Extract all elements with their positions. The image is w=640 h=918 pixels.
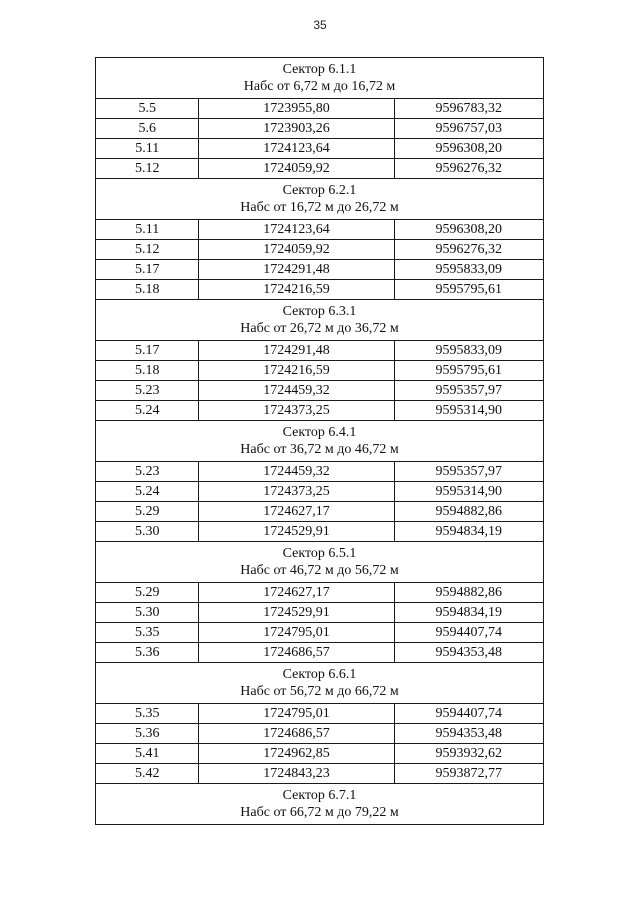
y-coordinate-cell: 9595795,61 [394, 280, 543, 300]
x-coordinate-cell: 1724686,57 [199, 724, 394, 744]
point-number-cell: 5.11 [96, 220, 199, 240]
sector-height-range: Набс от 46,72 м до 56,72 м [240, 563, 399, 578]
table-row [96, 482, 544, 502]
sector-header-cell [96, 300, 544, 341]
table-row [96, 381, 544, 401]
point-number-cell: 5.23 [96, 381, 199, 401]
table-row [96, 583, 544, 603]
y-coordinate-cell: 9594834,19 [394, 603, 543, 623]
point-number-cell: 5.18 [96, 280, 199, 300]
y-coordinate-cell: 9596276,32 [394, 240, 543, 260]
table-row [96, 401, 544, 421]
y-coordinate-cell: 9595833,09 [394, 341, 543, 361]
sector-header-row [96, 542, 544, 583]
point-number-cell: 5.42 [96, 764, 199, 784]
sector-title: Сектор 6.4.1 [282, 425, 357, 440]
sector-height-range: Набс от 56,72 м до 66,72 м [240, 684, 399, 699]
y-coordinate-cell: 9595795,61 [394, 361, 543, 381]
y-coordinate-cell: 9594407,74 [394, 704, 543, 724]
sector-header-row [96, 58, 544, 99]
y-coordinate-cell: 9595357,97 [394, 381, 543, 401]
point-number-cell: 5.17 [96, 341, 199, 361]
point-number-cell: 5.36 [96, 643, 199, 663]
x-coordinate-cell: 1724627,17 [199, 502, 394, 522]
x-coordinate-cell: 1724459,32 [199, 462, 394, 482]
y-coordinate-cell: 9596757,03 [394, 119, 543, 139]
point-number-cell: 5.41 [96, 744, 199, 764]
sector-header-row [96, 300, 544, 341]
x-coordinate-cell: 1724216,59 [199, 361, 394, 381]
table-row [96, 159, 544, 179]
x-coordinate-cell: 1724962,85 [199, 744, 394, 764]
y-coordinate-cell: 9594882,86 [394, 502, 543, 522]
y-coordinate-cell: 9596276,32 [394, 159, 543, 179]
sector-title: Сектор 6.2.1 [282, 183, 357, 198]
x-coordinate-cell: 1724373,25 [199, 482, 394, 502]
table-row [96, 220, 544, 240]
point-number-cell: 5.30 [96, 603, 199, 623]
sector-header-row [96, 663, 544, 704]
x-coordinate-cell: 1724123,64 [199, 139, 394, 159]
sector-header-cell [96, 421, 544, 462]
table-row [96, 139, 544, 159]
point-number-cell: 5.6 [96, 119, 199, 139]
x-coordinate-cell: 1724529,91 [199, 603, 394, 623]
y-coordinate-cell: 9596783,32 [394, 99, 543, 119]
table-row [96, 724, 544, 744]
table-row [96, 744, 544, 764]
table-row [96, 240, 544, 260]
point-number-cell: 5.12 [96, 159, 199, 179]
sector-height-range: Набс от 26,72 м до 36,72 м [240, 321, 399, 336]
y-coordinate-cell: 9595833,09 [394, 260, 543, 280]
sector-title: Сектор 6.6.1 [282, 667, 357, 682]
point-number-cell: 5.23 [96, 462, 199, 482]
table-row [96, 119, 544, 139]
y-coordinate-cell: 9595357,97 [394, 462, 543, 482]
table-row [96, 502, 544, 522]
x-coordinate-cell: 1724291,48 [199, 341, 394, 361]
x-coordinate-cell: 1723955,80 [199, 99, 394, 119]
table-row [96, 260, 544, 280]
sector-title: Сектор 6.5.1 [282, 546, 357, 561]
table-row [96, 341, 544, 361]
sector-height-range: Набс от 16,72 м до 26,72 м [240, 200, 399, 215]
sector-header-row [96, 784, 544, 825]
sector-header-row [96, 179, 544, 220]
table-row [96, 764, 544, 784]
x-coordinate-cell: 1724843,23 [199, 764, 394, 784]
x-coordinate-cell: 1724059,92 [199, 240, 394, 260]
table-row [96, 361, 544, 381]
point-number-cell: 5.29 [96, 502, 199, 522]
point-number-cell: 5.24 [96, 482, 199, 502]
sector-height-range: Набс от 66,72 м до 79,22 м [240, 805, 399, 820]
point-number-cell: 5.30 [96, 522, 199, 542]
point-number-cell: 5.5 [96, 99, 199, 119]
point-number-cell: 5.36 [96, 724, 199, 744]
point-number-cell: 5.24 [96, 401, 199, 421]
x-coordinate-cell: 1724529,91 [199, 522, 394, 542]
x-coordinate-cell: 1724795,01 [199, 623, 394, 643]
point-number-cell: 5.17 [96, 260, 199, 280]
y-coordinate-cell: 9594834,19 [394, 522, 543, 542]
x-coordinate-cell: 1724627,17 [199, 583, 394, 603]
y-coordinate-cell: 9594882,86 [394, 583, 543, 603]
coordinates-table-body [96, 58, 544, 825]
table-row [96, 643, 544, 663]
table-row [96, 704, 544, 724]
sector-title: Сектор 6.3.1 [282, 304, 357, 319]
x-coordinate-cell: 1724291,48 [199, 260, 394, 280]
table-row [96, 280, 544, 300]
y-coordinate-cell: 9596308,20 [394, 220, 543, 240]
x-coordinate-cell: 1724216,59 [199, 280, 394, 300]
y-coordinate-cell: 9596308,20 [394, 139, 543, 159]
point-number-cell: 5.35 [96, 704, 199, 724]
y-coordinate-cell: 9593932,62 [394, 744, 543, 764]
sector-height-range: Набс от 36,72 м до 46,72 м [240, 442, 399, 457]
y-coordinate-cell: 9594353,48 [394, 724, 543, 744]
sector-title: Сектор 6.1.1 [282, 62, 357, 77]
table-row [96, 522, 544, 542]
sector-header-cell [96, 179, 544, 220]
sector-header-cell [96, 784, 544, 825]
x-coordinate-cell: 1724459,32 [199, 381, 394, 401]
sector-header-cell [96, 663, 544, 704]
x-coordinate-cell: 1724686,57 [199, 643, 394, 663]
y-coordinate-cell: 9594407,74 [394, 623, 543, 643]
x-coordinate-cell: 1724373,25 [199, 401, 394, 421]
x-coordinate-cell: 1723903,26 [199, 119, 394, 139]
y-coordinate-cell: 9594353,48 [394, 643, 543, 663]
sector-header-cell [96, 542, 544, 583]
x-coordinate-cell: 1724123,64 [199, 220, 394, 240]
sector-header-row [96, 421, 544, 462]
sector-header-cell [96, 58, 544, 99]
table-row [96, 99, 544, 119]
y-coordinate-cell: 9595314,90 [394, 482, 543, 502]
page-number: 35 [313, 18, 327, 32]
y-coordinate-cell: 9595314,90 [394, 401, 543, 421]
point-number-cell: 5.18 [96, 361, 199, 381]
x-coordinate-cell: 1724795,01 [199, 704, 394, 724]
point-number-cell: 5.11 [96, 139, 199, 159]
point-number-cell: 5.35 [96, 623, 199, 643]
coordinates-table [95, 57, 544, 825]
x-coordinate-cell: 1724059,92 [199, 159, 394, 179]
point-number-cell: 5.12 [96, 240, 199, 260]
sector-height-range: Набс от 6,72 м до 16,72 м [243, 79, 396, 94]
sector-title: Сектор 6.7.1 [282, 788, 357, 803]
y-coordinate-cell: 9593872,77 [394, 764, 543, 784]
table-row [96, 462, 544, 482]
table-row [96, 623, 544, 643]
table-row [96, 603, 544, 623]
point-number-cell: 5.29 [96, 583, 199, 603]
